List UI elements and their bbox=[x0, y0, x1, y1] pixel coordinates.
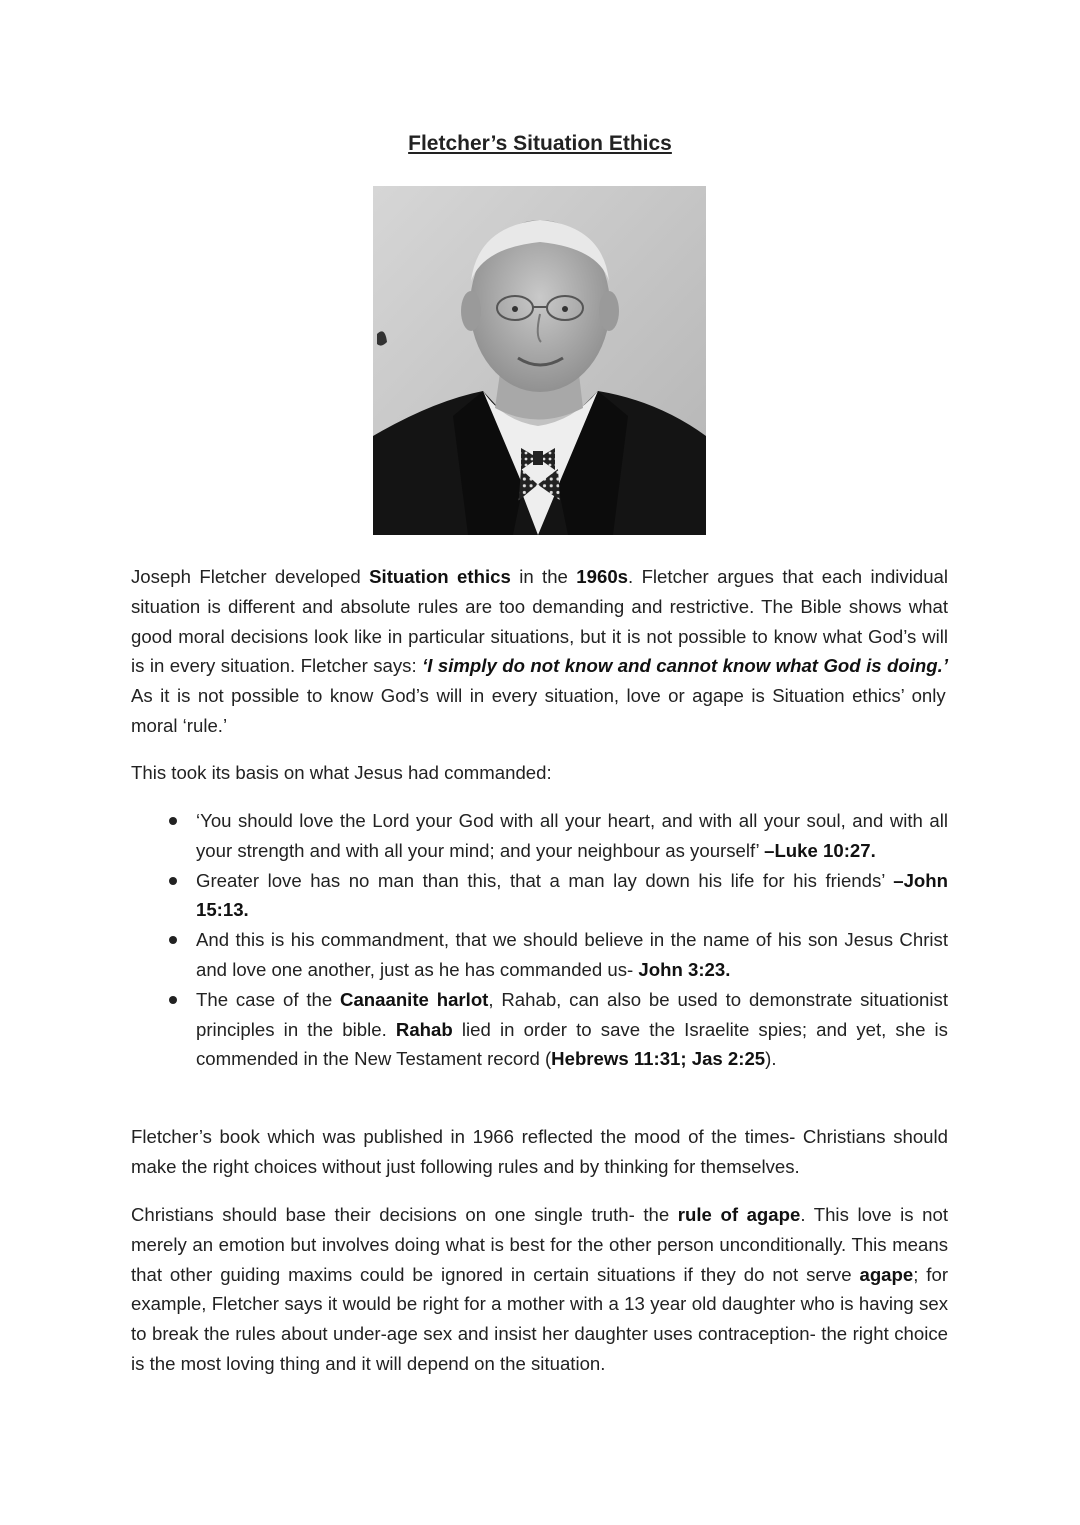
term-canaanite-harlot: Canaanite harlot bbox=[340, 988, 489, 1010]
list-item-reference: –John 15:13. bbox=[196, 869, 948, 921]
agape-text-e: ; for example, Fletcher says it would be right for a mother with a 13 year old daughter who is having sex to break the rules about under-age sex and insist her daughter uses contraception- the right choice is the most loving thing and it will depend on the situation. bbox=[131, 1263, 949, 1374]
list-item-text: Greater love has no man than this, that a man lay down his life for his friends’ bbox=[196, 869, 894, 891]
term-situation-ethics: Situation ethics bbox=[369, 566, 511, 587]
basis-paragraph: This took its basis on what Jesus had commanded: bbox=[131, 762, 552, 783]
term-rule-of-agape: rule of agape bbox=[677, 1204, 801, 1225]
portrait-image bbox=[373, 186, 706, 535]
fletcher-quote: ‘I simply do not know and cannot know what God is doing.’ bbox=[422, 655, 948, 677]
agape-text-a: Christians should base their decisions on one single truth- the bbox=[131, 1204, 678, 1225]
list-item-reference: John 3:23. bbox=[638, 958, 731, 980]
list-item-text: ‘You should love the Lord your God with all your heart, and with all your soul, and with all your strength and with all your mind; and your neighbour as yourself’ bbox=[196, 810, 948, 861]
term-agape: agape bbox=[859, 1263, 914, 1285]
bullet-icon bbox=[169, 877, 177, 885]
intro-text-f: As it is not possible to know God’s will in every situation, love or agape is Situation ethics’ only moral ‘rule.’ bbox=[131, 685, 946, 736]
book-paragraph: Fletcher’s book which was published in 1966 reflected the mood of the times- Christians should make the right choices without just following rules and by thinking for themselves. bbox=[131, 1126, 948, 1177]
bullet-icon bbox=[169, 996, 177, 1004]
list-item bbox=[131, 866, 948, 926]
list-item bbox=[131, 925, 948, 985]
list-item-reference: –Luke 10:27. bbox=[764, 839, 876, 861]
list-item-text: And this is his commandment, that we should believe in the name of his son Jesus Christ and love one another, just as he has commanded us- bbox=[196, 929, 948, 980]
term-1960s: 1960s bbox=[576, 566, 629, 587]
intro-text-c: in the bbox=[510, 566, 577, 587]
term-rahab: Rahab bbox=[395, 1018, 453, 1040]
bullet-icon bbox=[169, 817, 177, 825]
portrait-photo bbox=[373, 186, 706, 535]
intro-text-a: Joseph Fletcher developed bbox=[131, 566, 370, 587]
list-item bbox=[131, 985, 948, 1074]
list-item-text: , Rahab, can also be used to demonstrate situationist principles in the bible. bbox=[196, 988, 948, 1040]
list-item bbox=[131, 806, 948, 866]
list-item-text: ). bbox=[765, 1048, 777, 1070]
intro-text-e: . Fletcher argues that each individual situation is different and absolute rules are too demanding and restrictive. The Bible shows what good moral decisions look like in particular situations, but it is not possible to know what God’s will is in every situation. Fletcher says: bbox=[131, 566, 949, 677]
commandments-list bbox=[131, 806, 948, 1074]
agape-paragraph bbox=[131, 1200, 948, 1379]
page-title: Fletcher’s Situation Ethics bbox=[408, 132, 672, 155]
list-item-text: lied in order to save the Israelite spies; and yet, she is commended in the New Testament record ( bbox=[196, 1018, 948, 1070]
bullet-icon bbox=[169, 936, 177, 944]
list-item-text: The case of the bbox=[196, 988, 341, 1010]
agape-text-c: . This love is not merely an emotion but involves doing what is best for the other person unconditionally. This means that other guiding maxims could be ignored in certain situations if they do not serve bbox=[131, 1204, 948, 1285]
list-item-reference: Hebrews 11:31; Jas 2:25 bbox=[551, 1048, 766, 1070]
intro-paragraph bbox=[131, 562, 948, 741]
